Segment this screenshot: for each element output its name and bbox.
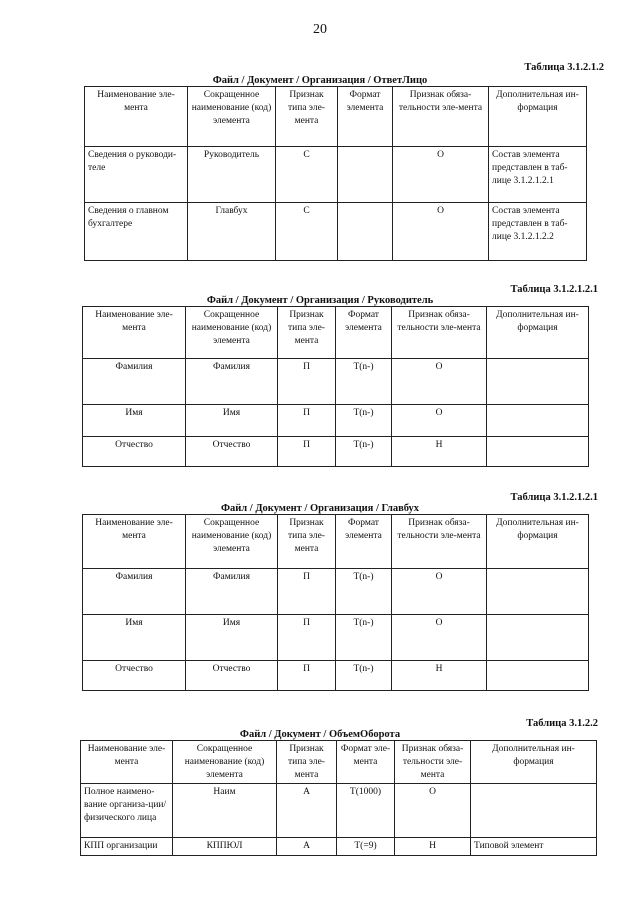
table-cell: Отчество xyxy=(83,661,186,691)
table-cell xyxy=(471,784,597,838)
spec-table xyxy=(82,514,589,691)
table-cell: С xyxy=(276,203,338,261)
table-cell xyxy=(487,405,589,437)
column-header: Дополнительная ин-формация xyxy=(487,307,589,359)
table-row xyxy=(81,784,597,838)
column-header: Наименование эле-мента xyxy=(85,87,188,147)
column-header: Сокращенное наименование (код) элемента xyxy=(188,87,276,147)
table-cell: Н xyxy=(392,661,487,691)
table-cell: О xyxy=(392,569,487,615)
table-cell: О xyxy=(393,203,489,261)
table-number: Таблица 3.1.2.1.2.1 xyxy=(510,284,598,295)
table-cell: О xyxy=(392,615,487,661)
table-cell: КППЮЛ xyxy=(173,838,277,856)
table-title: Файл / Документ / Организация / Главбух xyxy=(220,503,420,514)
spec-table xyxy=(80,740,597,856)
table-cell: Сведения о руководи-теле xyxy=(85,147,188,203)
table-cell: Состав элемента представлен в таб-лице 3.1.2.1.2.1 xyxy=(489,147,587,203)
table-row xyxy=(83,405,589,437)
column-header: Формат элемента xyxy=(338,87,393,147)
table-cell: Н xyxy=(395,838,471,856)
table-cell: Имя xyxy=(83,405,186,437)
table-header-row xyxy=(85,87,587,147)
table-cell: T(=9) xyxy=(337,838,395,856)
table-cell: T(1000) xyxy=(337,784,395,838)
table-cell xyxy=(338,203,393,261)
table-row xyxy=(81,838,597,856)
column-header: Признак обяза-тельности эле-мента xyxy=(393,87,489,147)
column-header: Сокращенное наименование (код) элемента xyxy=(173,741,277,784)
table-cell: T(n-) xyxy=(336,437,392,467)
column-header: Дополнительная ин-формация xyxy=(487,515,589,569)
table-number: Таблица 3.1.2.1.2 xyxy=(524,62,604,73)
table-cell: Имя xyxy=(83,615,186,661)
table-cell: Фамилия xyxy=(83,359,186,405)
table-cell: T(n-) xyxy=(336,661,392,691)
table-cell xyxy=(487,437,589,467)
table-cell: T(n-) xyxy=(336,405,392,437)
table-cell: Отчество xyxy=(186,661,278,691)
table-row xyxy=(83,359,589,405)
column-header: Признак обяза-тельности эле-мента xyxy=(392,515,487,569)
column-header: Признак обяза-тельности эле-мента xyxy=(395,741,471,784)
table-cell xyxy=(487,569,589,615)
table-row xyxy=(83,569,589,615)
column-header: Формат элемента xyxy=(336,515,392,569)
table-cell: П xyxy=(278,405,336,437)
table-cell: П xyxy=(278,661,336,691)
table-cell: Полное наимено-вание организа-ции/физического лица xyxy=(81,784,173,838)
table-cell: Фамилия xyxy=(83,569,186,615)
table-cell: О xyxy=(395,784,471,838)
table-cell xyxy=(487,359,589,405)
column-header: Признак обяза-тельности эле-мента xyxy=(392,307,487,359)
table-cell xyxy=(338,147,393,203)
table-cell: T(n-) xyxy=(336,359,392,405)
column-header: Наименование эле-мента xyxy=(83,307,186,359)
table-cell: T(n-) xyxy=(336,569,392,615)
table-cell: О xyxy=(392,405,487,437)
table-cell: Отчество xyxy=(186,437,278,467)
table-cell: Фамилия xyxy=(186,359,278,405)
table-cell: П xyxy=(278,569,336,615)
table-row xyxy=(83,615,589,661)
table-row xyxy=(85,147,587,203)
table-cell: Имя xyxy=(186,615,278,661)
column-header: Наименование эле-мента xyxy=(81,741,173,784)
table-cell: А xyxy=(277,784,337,838)
table-cell xyxy=(487,661,589,691)
table-header-row xyxy=(81,741,597,784)
table-row xyxy=(83,661,589,691)
table-cell: КПП организации xyxy=(81,838,173,856)
table-cell: Сведения о главном бухгалтере xyxy=(85,203,188,261)
table-number: Таблица 3.1.2.1.2.1 xyxy=(510,492,598,503)
table-cell: T(n-) xyxy=(336,615,392,661)
table-cell: Имя xyxy=(186,405,278,437)
table-cell: П xyxy=(278,437,336,467)
table-title: Файл / Документ / ОбъемОборота xyxy=(239,729,401,740)
table-header-row xyxy=(83,307,589,359)
column-header: Формат эле-мента xyxy=(337,741,395,784)
table-title: Файл / Документ / Организация / Руководитель xyxy=(206,295,434,306)
column-header: Сокращенное наименование (код) элемента xyxy=(186,307,278,359)
table-cell: П xyxy=(278,615,336,661)
table-header-row xyxy=(83,515,589,569)
table-cell: Типовой элемент xyxy=(471,838,597,856)
table-number: Таблица 3.1.2.2 xyxy=(526,718,598,729)
table-cell: С xyxy=(276,147,338,203)
table-cell: Руководитель xyxy=(188,147,276,203)
table-cell: Наим xyxy=(173,784,277,838)
table-cell: Состав элемента представлен в таб-лице 3.1.2.1.2.2 xyxy=(489,203,587,261)
table-row xyxy=(85,203,587,261)
column-header: Сокращенное наименование (код) элемента xyxy=(186,515,278,569)
table-cell: Отчество xyxy=(83,437,186,467)
column-header: Признак типа эле-мента xyxy=(277,741,337,784)
column-header: Признак типа эле-мента xyxy=(278,307,336,359)
page-number: 20 xyxy=(313,22,327,37)
column-header: Признак типа эле-мента xyxy=(276,87,338,147)
table-cell: Главбух xyxy=(188,203,276,261)
column-header: Дополнительная ин-формация xyxy=(471,741,597,784)
column-header: Формат элемента xyxy=(336,307,392,359)
table-cell: Н xyxy=(392,437,487,467)
spec-table xyxy=(84,86,587,261)
table-row xyxy=(83,437,589,467)
table-cell: А xyxy=(277,838,337,856)
column-header: Дополнительная ин-формация xyxy=(489,87,587,147)
table-cell xyxy=(487,615,589,661)
table-cell: Фамилия xyxy=(186,569,278,615)
table-cell: П xyxy=(278,359,336,405)
table-cell: О xyxy=(392,359,487,405)
table-title: Файл / Документ / Организация / ОтветЛицо xyxy=(212,75,428,86)
table-cell: О xyxy=(393,147,489,203)
column-header: Наименование эле-мента xyxy=(83,515,186,569)
column-header: Признак типа эле-мента xyxy=(278,515,336,569)
spec-table xyxy=(82,306,589,467)
